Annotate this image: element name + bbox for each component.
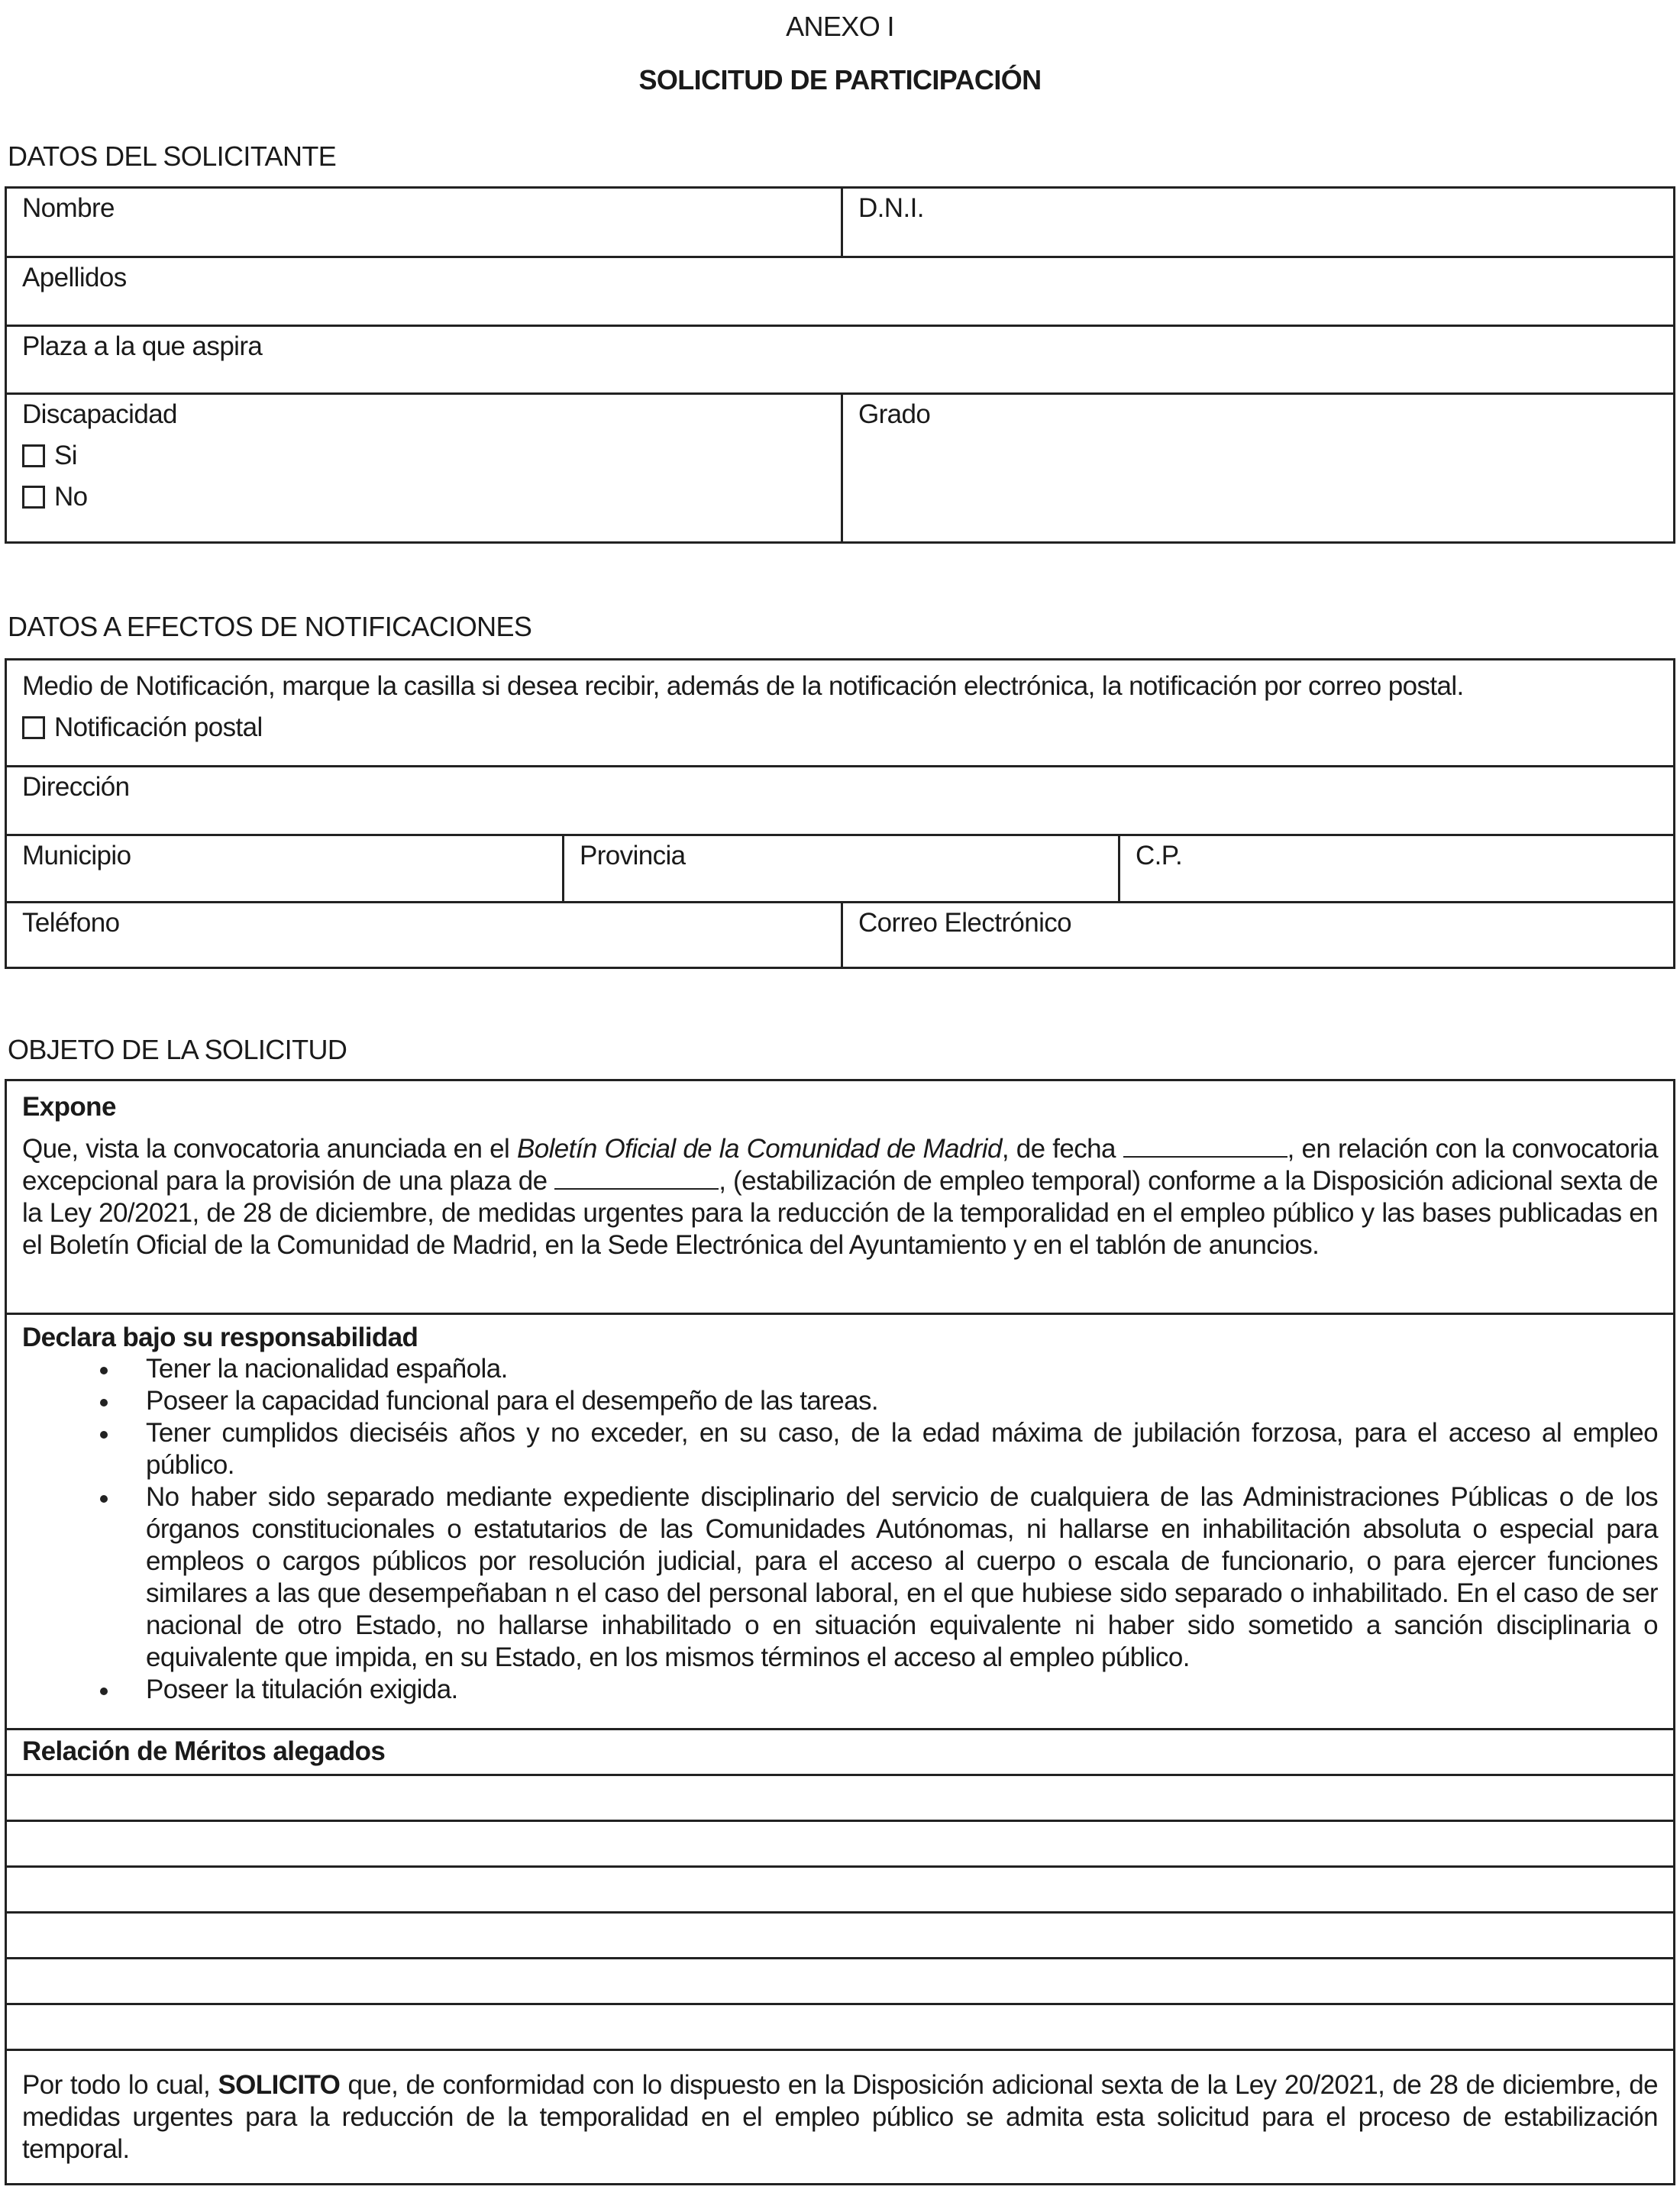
applicant-table [5, 186, 1675, 544]
telefono-label: Teléfono [22, 908, 120, 938]
declara-item: No haber sido separado mediante expediente disciplinario del servicio de cualquiera de las Administraciones Públicas o de los órganos constitucionales o estatutarios de las Comunidades Autónomas, ni hallarse en inhabilitación absoluta o especial para empleos o cargos públicos por resolución judicial, para el acceso al cuerpo o escala de funcionario, o para ejercer funciones similares a las que desempeñaban n el caso del personal laboral, en el que hubiese sido separado o inhabilitado. En el caso de ser nacional de otro Estado, no hallarse inhabilitado o en situación equivalente ni haber sido sometido a sanción disciplinaria o equivalente que impida, en su Estado, en los mismos términos el acceso al empleo público. [22, 1481, 1658, 1674]
municipio-field[interactable] [7, 836, 562, 901]
discapacidad-no-option[interactable] [22, 482, 825, 512]
meritos-line[interactable] [7, 1774, 1673, 1820]
apellidos-label: Apellidos [22, 263, 127, 292]
declara-item: Tener la nacionalidad española. [22, 1353, 1658, 1385]
expone-title: Expone [22, 1092, 116, 1122]
discapacidad-field [7, 395, 841, 541]
plaza-label: Plaza a la que aspira [22, 331, 263, 361]
grado-field[interactable] [841, 395, 1673, 541]
meritos-line[interactable] [7, 1911, 1673, 1957]
solicito-text: Por todo lo cual, SOLICITO que, de conformidad con lo dispuesto en la Disposición adicional sexta de la Ley 20/2021, de 28 de diciembre, de medidas urgentes para la reducción de la temporalidad en el empleo público se admita esta solicitud para el proceso de estabilización temporal. [22, 2070, 1658, 2164]
correo-field[interactable] [841, 903, 1673, 967]
plaza-blank[interactable] [554, 1168, 719, 1190]
nombre-label: Nombre [22, 193, 115, 223]
declara-list [22, 1353, 1658, 1706]
cp-field[interactable] [1118, 836, 1673, 901]
object-table [5, 1079, 1675, 2185]
fecha-blank[interactable] [1123, 1136, 1287, 1158]
telefono-field[interactable] [7, 903, 841, 967]
medio-notificacion-text: Medio de Notificación, marque la casilla si desea recibir, además de la notificación electrónica, la notificación por correo postal. [22, 671, 1464, 701]
meritos-line[interactable] [7, 1957, 1673, 2003]
checkbox-no[interactable] [22, 486, 45, 509]
nombre-field[interactable] [7, 189, 841, 256]
provincia-label: Provincia [580, 841, 686, 870]
declara-title: Declara bajo su responsabilidad [22, 1323, 418, 1352]
declara-item: Poseer la titulación exigida. [22, 1674, 1658, 1706]
annex-label: ANEXO I [786, 11, 894, 42]
apellidos-field[interactable] [7, 258, 1673, 325]
discapacidad-si-option[interactable] [22, 441, 825, 471]
plaza-field[interactable] [7, 327, 1673, 392]
no-label: No [54, 482, 88, 512]
direccion-label: Dirección [22, 772, 130, 802]
dni-field[interactable] [841, 189, 1673, 256]
declara-item: Poseer la capacidad funcional para el desempeño de las tareas. [22, 1385, 1658, 1417]
expone-text: Que, vista la convocatoria anunciada en el Boletín Oficial de la Comunidad de Madrid, de fecha , en relación con la convocatoria excepcional para la provisión de una plaza de , (estabilización de empleo temporal) conforme a la Disposición adicional sexta de la Ley 20/2021, de 28 de diciembre, de medidas urgentes para la reducción de la temporalidad en el empleo público y las bases publicadas en el Boletín Oficial de la Comunidad de Madrid, en la Sede Electrónica del Ayuntamiento y en el tablón de anuncios. [22, 1134, 1659, 1260]
meritos-line[interactable] [7, 2003, 1673, 2049]
page-title: SOLICITUD DE PARTICIPACIÓN [638, 64, 1042, 95]
section-title-applicant: DATOS DEL SOLICITANTE [8, 140, 337, 172]
section-title-notifications: DATOS A EFECTOS DE NOTIFICACIONES [8, 611, 532, 642]
cp-label: C.P. [1136, 841, 1183, 870]
checkbox-si[interactable] [22, 444, 45, 467]
municipio-label: Municipio [22, 841, 131, 870]
meritos-line[interactable] [7, 1820, 1673, 1865]
meritos-title: Relación de Méritos alegados [22, 1736, 386, 1766]
direccion-field[interactable] [7, 767, 1673, 834]
checkbox-postal[interactable] [22, 716, 45, 739]
declara-item: Tener cumplidos dieciséis años y no exceder, en su caso, de la edad máxima de jubilación forzosa, para el acceso al empleo público. [22, 1417, 1658, 1481]
grado-label: Grado [858, 399, 931, 429]
postal-label: Notificación postal [54, 712, 263, 742]
dni-label: D.N.I. [858, 193, 924, 223]
provincia-field[interactable] [562, 836, 1118, 901]
section-title-object: OBJETO DE LA SOLICITUD [8, 1034, 347, 1065]
si-label: Si [54, 441, 77, 470]
notificacion-postal-option[interactable] [22, 712, 1658, 743]
notifications-table [5, 658, 1675, 969]
correo-label: Correo Electrónico [858, 908, 1072, 938]
discapacidad-label: Discapacidad [22, 399, 177, 429]
meritos-line[interactable] [7, 1865, 1673, 1911]
